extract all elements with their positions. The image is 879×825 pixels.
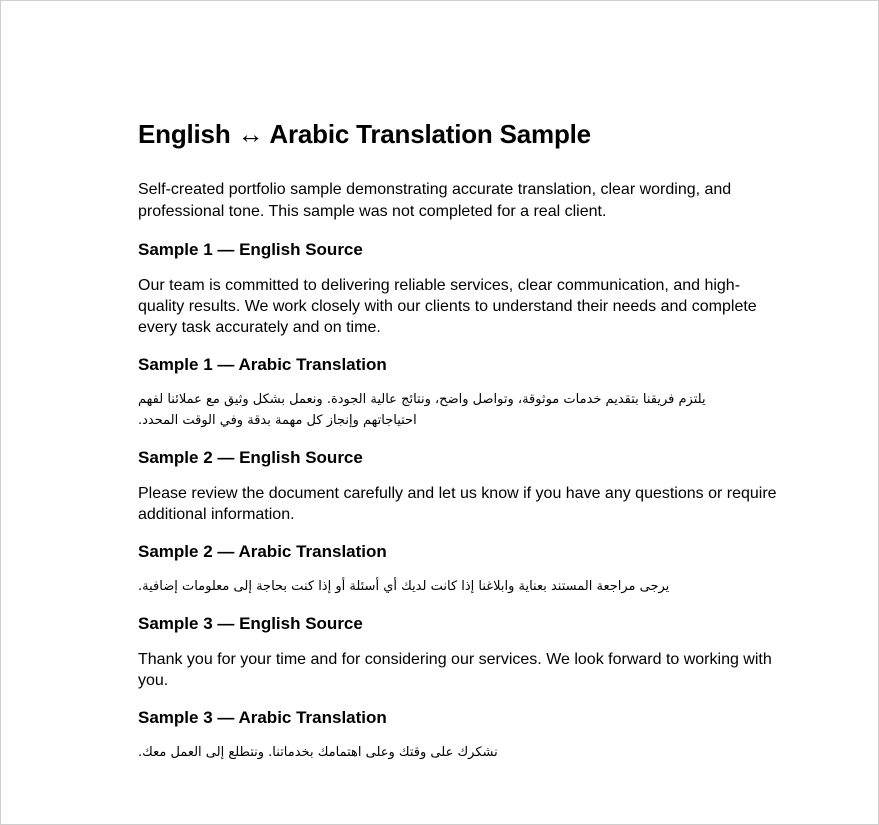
sample-1-english-heading: Sample 1 — English Source xyxy=(138,240,363,259)
sample-1-english-section xyxy=(138,238,783,338)
sample-3-english-text: Thank you for your time and for considering our services. We look forward to working with you. xyxy=(138,651,772,689)
sample-3-arabic-text: نشكرك على وقتك وعلى اهتمامك بخدماتنا. ونتطلع إلى العمل معك. xyxy=(138,745,498,760)
sample-1-arabic-heading: Sample 1 — Arabic Translation xyxy=(138,355,387,374)
document-intro: Self-created portfolio sample demonstrating accurate translation, clear wording, and professional tone. This sample was not completed for a real client. xyxy=(138,181,732,220)
sample-3-english-section xyxy=(138,612,783,691)
sample-2-english-heading: Sample 2 — English Source xyxy=(138,448,363,467)
sample-3-arabic-heading: Sample 3 — Arabic Translation xyxy=(138,708,387,727)
sample-1-english-text: Our team is committed to delivering reliable services, clear communication, and high-quality results. We work closely with our clients to understand their needs and complete every task accurately and on time. xyxy=(138,277,757,336)
document-content xyxy=(138,117,783,763)
document-title: English ↔ Arabic Translation Sample xyxy=(138,119,591,149)
sample-1-arabic-section xyxy=(138,353,783,431)
sample-2-arabic-heading: Sample 2 — Arabic Translation xyxy=(138,542,387,561)
sample-3-arabic-section xyxy=(138,706,783,763)
sample-2-english-text: Please review the document carefully and let us know if you have any questions or require additional information. xyxy=(138,485,777,523)
sample-3-english-heading: Sample 3 — English Source xyxy=(138,614,363,633)
sample-2-arabic-text: يرجى مراجعة المستند بعناية وابلاغنا إذا كانت لديك أي أسئلة أو إذا كنت بحاجة إلى معلومات إضافية. xyxy=(138,579,670,594)
sample-2-english-section xyxy=(138,446,783,525)
sample-2-arabic-section xyxy=(138,540,783,597)
sample-1-arabic-text: يلتزم فريقنا بتقديم خدمات موثوقة، وتواصل واضح، ونتائج عالية الجودة. ونعمل بشكل وثيق مع عملائنا لفهم احتياجاتهم وإنجاز كل مهمة بدقة وفي الوقت المحدد. xyxy=(138,392,706,428)
